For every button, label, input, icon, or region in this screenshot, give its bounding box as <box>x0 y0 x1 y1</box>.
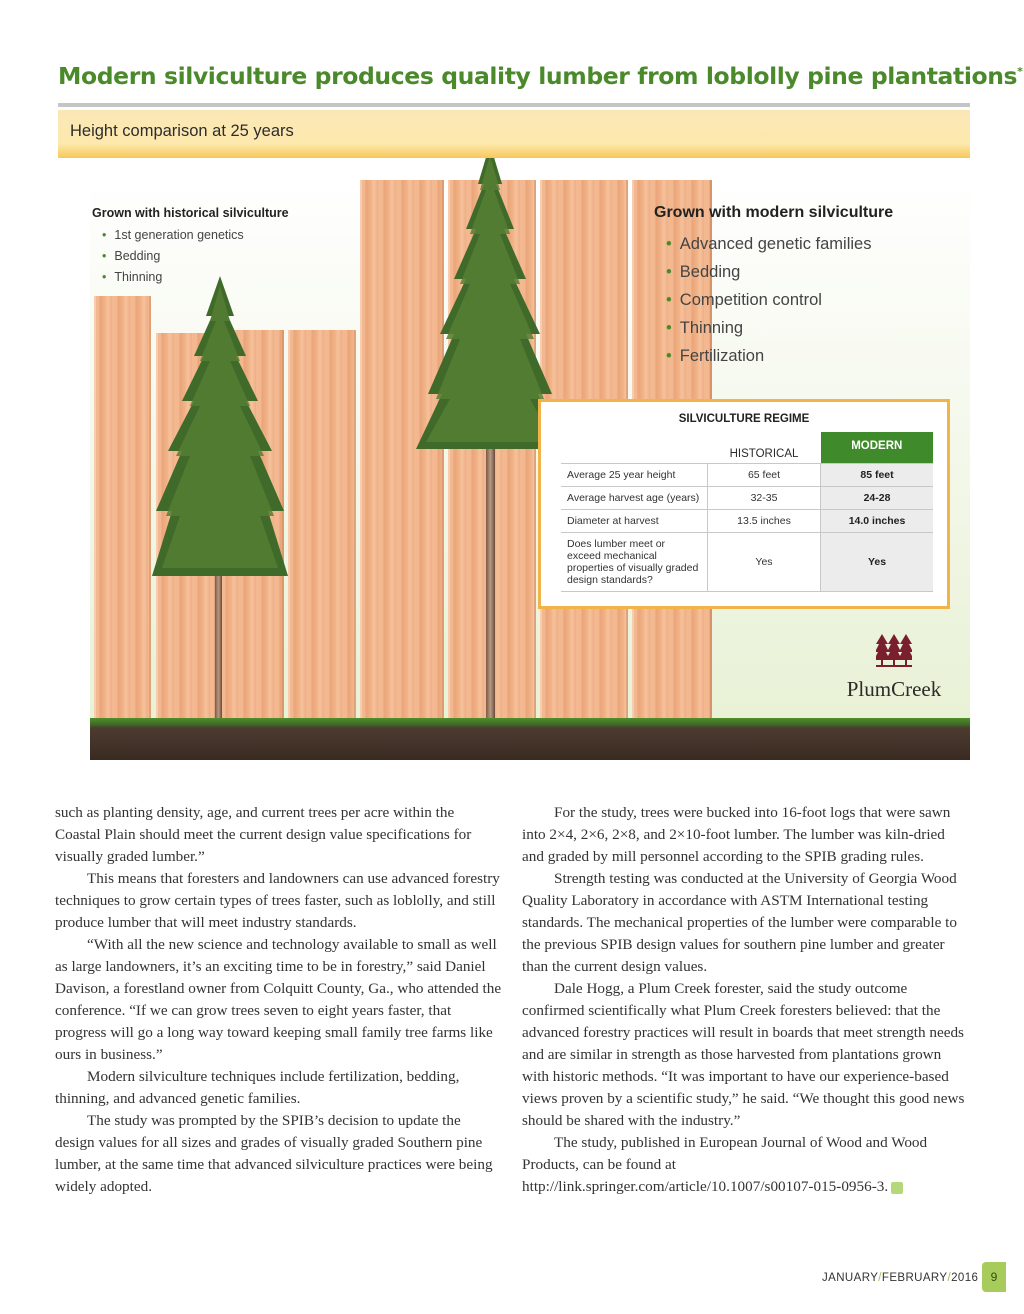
modern-value: 14.0 inches <box>821 510 934 533</box>
paragraph: Strength testing was conducted at the University of Georgia Wood Quality Laboratory in accordance with ASTM International testing standards. The mechanical properties of the lumber were comparable to the previous SPIB design values for southern pine lumber and greater than the current design values. <box>522 870 957 975</box>
table-row <box>561 464 933 487</box>
table-header-row <box>561 432 933 464</box>
title-footnote-mark: * <box>1017 65 1023 79</box>
plank <box>94 296 151 726</box>
figure-subtitle: Height comparison at 25 years <box>70 122 294 140</box>
regime-table-title: SILVICULTURE REGIME <box>678 413 810 425</box>
historical-tree-icon <box>150 276 290 606</box>
modern-value: Yes <box>821 533 934 592</box>
paragraph: Modern silviculture techniques include fertilization, bedding, thinning, and advanced genetic families. <box>55 1068 460 1107</box>
paragraph: For the study, trees were bucked into 16-foot logs that were sawn into 2×4, 2×6, 2×8, and 2×10-foot lumber. The lumber was kiln-dried and graded by mill personnel according to the SPIB grading rules. <box>522 804 951 865</box>
historical-item: • 1st generation genetics <box>102 228 289 242</box>
modern-silviculture-list <box>654 204 893 375</box>
table-header-empty <box>561 432 708 464</box>
paragraph: such as planting density, age, and current trees per acre within the Coastal Plain should meet the current design value specifications for visually graded lumber.” <box>55 804 472 865</box>
plum-creek-logo <box>836 634 952 702</box>
modern-item: • Advanced genetic families <box>666 235 893 254</box>
table-row <box>561 510 933 533</box>
modern-item: • Thinning <box>666 319 893 338</box>
modern-item: • Bedding <box>666 263 893 282</box>
issue-date: JANUARY/FEBRUARY/2016 <box>822 1272 979 1284</box>
regime-table <box>561 432 933 592</box>
column-header-historical: HISTORICAL <box>708 432 821 464</box>
article-column-left <box>55 802 502 1198</box>
row-label: Does lumber meet or exceed mechanical properties of visually graded design standards? <box>561 533 708 592</box>
tree-trio-icon <box>876 634 912 668</box>
row-label: Average 25 year height <box>561 464 708 487</box>
tree-comparison-illustration <box>90 158 970 760</box>
historical-value: Yes <box>708 533 821 592</box>
plank <box>288 330 356 726</box>
paragraph: “With all the new science and technology available to small as well as large landowners, it’s an exciting time to be in forestry,” said Daniel Davison, a forestland owner from Colquitt County, Ga., who attended the conference. “If we can grow trees seven to eight years faster, that progress will go a long way toward keeping small family tree farms like ours in business.” <box>55 936 502 1063</box>
modern-item: • Fertilization <box>666 347 893 366</box>
table-row <box>561 487 933 510</box>
historical-value: 65 feet <box>708 464 821 487</box>
row-label: Diameter at harvest <box>561 510 708 533</box>
ground-strip <box>90 718 970 760</box>
subtitle-band <box>58 110 970 158</box>
logo-wordmark: PlumCreek <box>846 677 942 701</box>
paragraph: Dale Hogg, a Plum Creek forester, said the study outcome confirmed scientifically what Plum Creek foresters believed: that the advanced forestry practices will result in boards that meet strength needs and are similar in strength as those harvested from plantations grown with historic methods. “It was important to have our experience-based views proven by a scientific study,” he said. “We thought this good news should be shared with the industry.” <box>522 980 965 1129</box>
silviculture-regime-box <box>538 399 950 609</box>
column-header-modern: MODERN <box>821 432 934 464</box>
modern-heading: Grown with modern silviculture <box>654 204 894 221</box>
issue-month-2: FEBRUARY <box>881 1272 948 1284</box>
figure-title: Modern silviculture produces quality lumber from loblolly pine plantations* <box>58 62 1023 90</box>
row-label: Average harvest age (years) <box>561 487 708 510</box>
historical-value: 13.5 inches <box>708 510 821 533</box>
paragraph-text: The study, published in European Journal of Wood and Wood Products, can be found at http://link.springer.com/article/10.1007/s00107-015-0956-3. <box>522 1134 928 1195</box>
historical-item: • Thinning <box>102 270 289 284</box>
issue-year: 2016 <box>951 1272 979 1284</box>
issue-month-1: JANUARY <box>822 1272 879 1284</box>
article-column-right <box>522 802 969 1198</box>
paragraph: The study was prompted by the SPIB’s decision to update the design values for all sizes and grades of visually graded Southern pine lumber, at the same time that advanced silviculture practices were being widely adopted. <box>55 1112 493 1195</box>
historical-heading: Grown with historical silviculture <box>92 206 289 220</box>
title-divider <box>58 103 970 107</box>
page-number: 9 <box>982 1262 1006 1292</box>
modern-value: 85 feet <box>821 464 934 487</box>
historical-item: • Bedding <box>102 249 289 263</box>
modern-item: • Competition control <box>666 291 893 310</box>
table-row <box>561 533 933 592</box>
paragraph: This means that foresters and landowners can use advanced forestry techniques to grow certain types of trees faster, such as loblolly, and still produce lumber that will meet industry standards. <box>55 870 500 931</box>
paragraph-final <box>522 1132 969 1198</box>
historical-silviculture-list <box>92 206 289 291</box>
historical-value: 32-35 <box>708 487 821 510</box>
end-mark-icon <box>891 1182 903 1194</box>
modern-value: 24-28 <box>821 487 934 510</box>
